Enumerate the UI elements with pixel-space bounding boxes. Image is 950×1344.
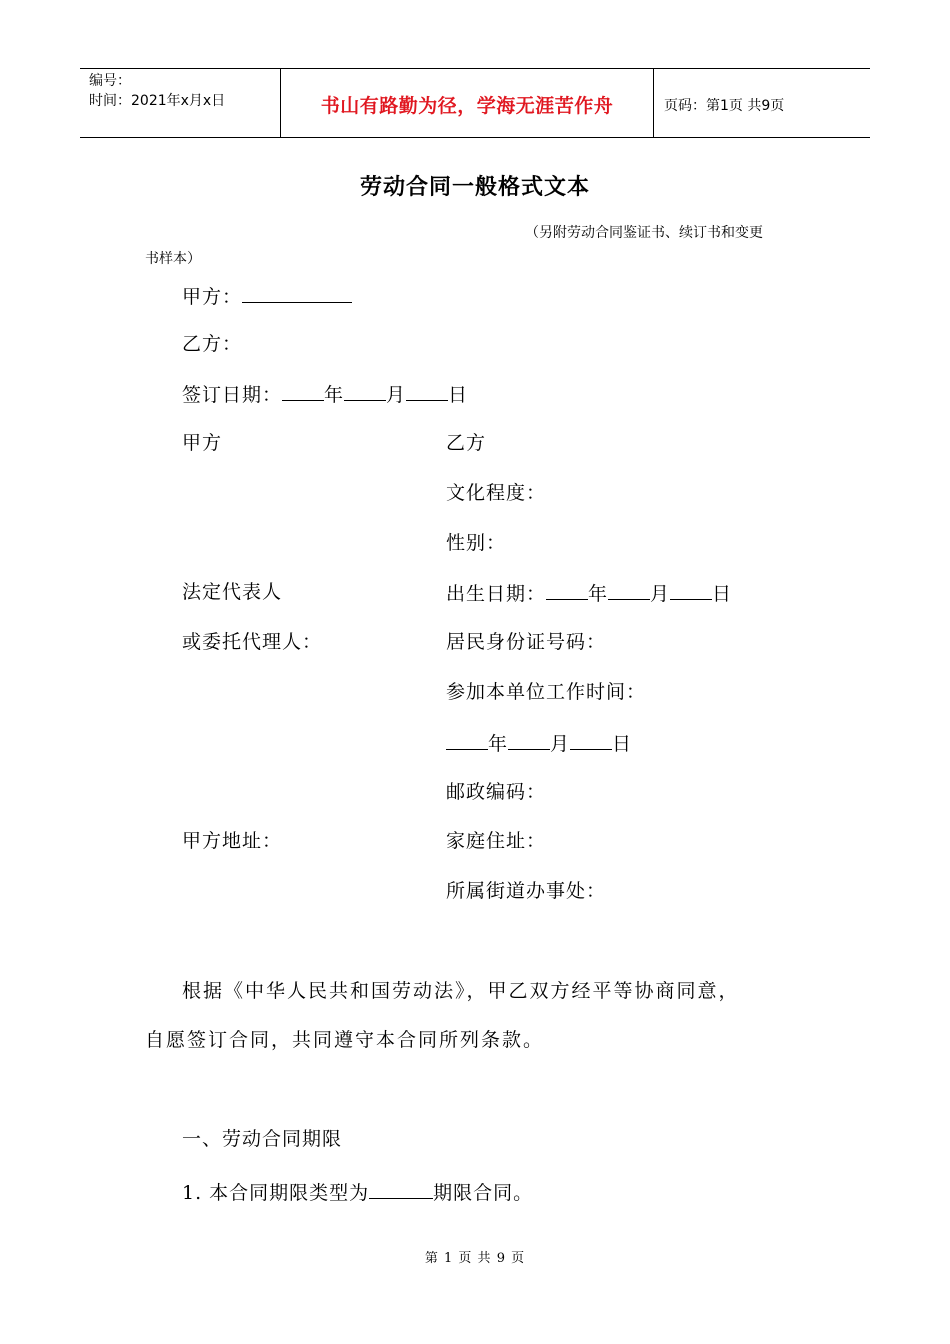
party-b-label: 乙方： bbox=[182, 333, 243, 355]
header-motto-cell bbox=[281, 69, 654, 137]
page-info: 页码：第1页 共9页 bbox=[664, 98, 785, 114]
header-page-cell bbox=[654, 69, 870, 137]
clause-1-suffix: 期限合同。 bbox=[433, 1182, 534, 1204]
sign-month-blank[interactable] bbox=[344, 382, 386, 401]
join-month-blank[interactable] bbox=[508, 731, 550, 750]
day-label: 日 bbox=[612, 733, 633, 755]
attachment-note-line2: 书样本） bbox=[145, 251, 201, 267]
document-time-label: 时间：2021年x月x日 bbox=[89, 93, 226, 109]
join-date-line bbox=[446, 731, 632, 755]
birth-date-label: 出生日期： bbox=[446, 583, 547, 605]
agent-label: 或委托代理人： bbox=[182, 631, 323, 653]
birth-month-blank[interactable] bbox=[608, 581, 650, 600]
year-label: 年 bbox=[588, 583, 609, 605]
party-b-line bbox=[182, 333, 242, 355]
party-a-blank[interactable] bbox=[242, 284, 352, 303]
month-label: 月 bbox=[386, 384, 407, 406]
sign-date-label: 签订日期： bbox=[182, 384, 283, 406]
document-title: 劳动合同一般格式文本 bbox=[359, 175, 590, 200]
motto-text: 书山有路勤为径，学海无涯苦作舟 bbox=[320, 95, 614, 117]
document-header bbox=[80, 68, 870, 138]
month-label: 月 bbox=[550, 733, 571, 755]
a-address-label: 甲方地址： bbox=[182, 830, 283, 852]
month-label: 月 bbox=[650, 583, 671, 605]
education-label: 文化程度： bbox=[446, 482, 547, 504]
sign-day-blank[interactable] bbox=[406, 382, 448, 401]
birth-date-line bbox=[446, 581, 732, 605]
legal-rep-label: 法定代表人 bbox=[182, 581, 283, 603]
join-year-blank[interactable] bbox=[446, 731, 488, 750]
day-label: 日 bbox=[712, 583, 733, 605]
attachment-note-line1: （另附劳动合同鉴证书、续订书和变更 bbox=[525, 225, 763, 241]
street-office-label: 所属街道办事处： bbox=[446, 880, 607, 902]
home-address-label: 家庭住址： bbox=[446, 830, 547, 852]
column-b-title: 乙方 bbox=[446, 432, 487, 454]
birth-year-blank[interactable] bbox=[546, 581, 588, 600]
day-label: 日 bbox=[448, 384, 469, 406]
party-a-line bbox=[182, 284, 352, 308]
year-label: 年 bbox=[324, 384, 345, 406]
sign-year-blank[interactable] bbox=[282, 382, 324, 401]
sign-date-line bbox=[182, 382, 468, 406]
postal-code-label: 邮政编码： bbox=[446, 781, 547, 803]
party-a-label: 甲方： bbox=[182, 286, 243, 308]
join-day-blank[interactable] bbox=[570, 731, 612, 750]
clause-1-prefix: 1. 本合同期限类型为 bbox=[182, 1182, 370, 1204]
id-number-label: 居民身份证号码： bbox=[446, 631, 607, 653]
gender-label: 性别： bbox=[446, 532, 507, 554]
term-type-blank[interactable] bbox=[369, 1180, 433, 1199]
document-code-label: 编号： bbox=[89, 73, 131, 89]
page-footer: 第 1 页 共 9 页 bbox=[424, 1251, 526, 1266]
clause-1-line bbox=[182, 1180, 533, 1204]
header-info-cell bbox=[80, 69, 281, 137]
column-a-title: 甲方 bbox=[182, 432, 223, 454]
intro-paragraph-line1: 根据《中华人民共和国劳动法》，甲乙双方经平等协商同意， bbox=[182, 980, 740, 1002]
section-1-title: 一、劳动合同期限 bbox=[182, 1128, 343, 1150]
join-time-label: 参加本单位工作时间： bbox=[446, 681, 647, 703]
intro-paragraph-line2: 自愿签订合同，共同遵守本合同所列条款。 bbox=[145, 1029, 545, 1051]
year-label: 年 bbox=[488, 733, 509, 755]
birth-day-blank[interactable] bbox=[670, 581, 712, 600]
